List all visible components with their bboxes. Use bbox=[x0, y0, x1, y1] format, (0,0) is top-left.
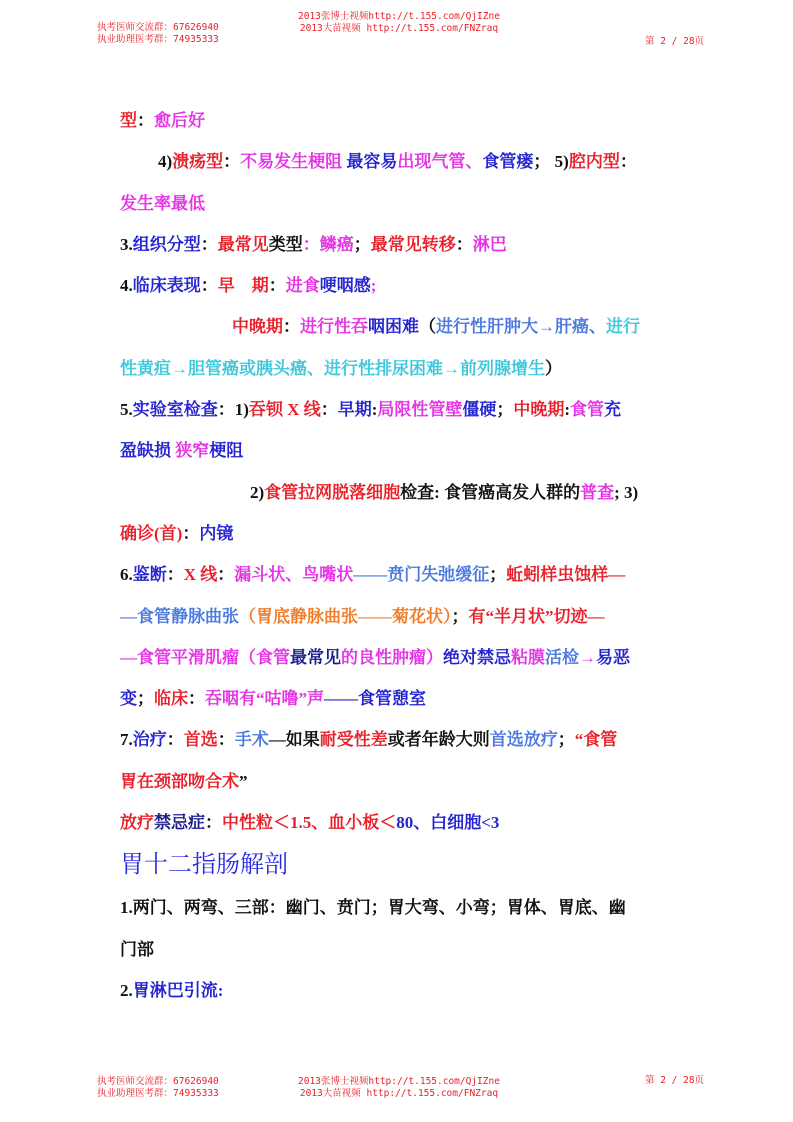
text-span: 型 bbox=[120, 111, 137, 130]
text-line bbox=[120, 141, 680, 182]
text-span: 首选放疗 bbox=[489, 730, 558, 750]
text-span: 鳞癌 bbox=[319, 234, 354, 254]
text-span: 7. bbox=[120, 730, 133, 750]
text-span: 5) bbox=[554, 152, 569, 172]
text-line bbox=[120, 761, 680, 802]
text-line bbox=[120, 348, 680, 389]
text-span: ） bbox=[545, 358, 562, 378]
text-span: 吞咽有“咕噜”声 bbox=[205, 689, 324, 709]
text-span: 发生率最低 bbox=[120, 193, 205, 213]
text-span: 最容易 bbox=[346, 152, 398, 172]
text-span: 食管拉网脱落细胞 bbox=[264, 482, 401, 502]
text-span: 哽咽感 bbox=[319, 276, 371, 296]
text-span: 耐受性差 bbox=[319, 730, 388, 750]
text-span: 禁忌症 bbox=[154, 813, 205, 833]
text-span: ： bbox=[217, 730, 235, 750]
header-video-link-2[interactable]: 2013大苗视频 http://t.155.com/FNZraq bbox=[299, 23, 499, 34]
text-span: 胃淋巴引流 bbox=[132, 980, 218, 1000]
text-span: 普查 bbox=[580, 482, 615, 502]
text-span: 进食 bbox=[285, 276, 320, 296]
text-span: ； bbox=[137, 689, 154, 709]
text-span: 早期 bbox=[337, 400, 372, 420]
text-span: ： bbox=[320, 400, 338, 420]
text-span: 进行 bbox=[606, 317, 640, 337]
text-line bbox=[120, 224, 680, 265]
text-span: ； bbox=[353, 234, 371, 254]
text-line bbox=[120, 929, 680, 970]
text-span: 中性粒＜1.5、血小板＜ bbox=[222, 813, 397, 833]
footer-page-number: 第 2 / 28页 bbox=[645, 1075, 705, 1086]
header-group-info bbox=[97, 22, 219, 46]
text-span: 确诊(首) bbox=[120, 523, 183, 543]
header-video-links bbox=[298, 11, 500, 35]
text-span: ： bbox=[217, 400, 235, 420]
text-line bbox=[120, 306, 680, 347]
text-line bbox=[120, 100, 680, 141]
text-span: 内镜 bbox=[199, 523, 234, 543]
text-span: : bbox=[564, 400, 571, 420]
text-span: X 线 bbox=[183, 565, 218, 585]
text-span: ； bbox=[496, 400, 514, 420]
text-span: 中晚期 bbox=[232, 317, 283, 337]
text-span: 5. bbox=[120, 400, 133, 420]
text-span: 4. bbox=[120, 276, 133, 296]
text-line bbox=[120, 596, 680, 637]
text-span: 最常见 bbox=[290, 647, 341, 667]
text-span: 粘膜 bbox=[511, 647, 545, 667]
text-line bbox=[120, 554, 680, 595]
text-span: 溃疡型 bbox=[172, 152, 224, 172]
text-span: ： bbox=[166, 565, 184, 585]
text-span: 2) bbox=[250, 482, 265, 502]
header-video-link-1[interactable]: 2013张博士视频http://t.155.com/QjIZne bbox=[298, 11, 500, 22]
text-span: 有“半月状”切迹— bbox=[468, 606, 605, 626]
text-span: ： bbox=[455, 234, 473, 254]
text-span: —如果 bbox=[268, 730, 320, 750]
text-line bbox=[120, 265, 680, 306]
text-span: ； bbox=[557, 730, 575, 750]
text-span: 不易发生梗阻 bbox=[240, 152, 347, 172]
text-span: 淋巴 bbox=[472, 234, 507, 254]
text-span: 进行性吞 bbox=[300, 317, 368, 337]
text-span: 最常见 bbox=[217, 234, 269, 254]
text-span: 鉴断 bbox=[132, 565, 167, 585]
text-span: 或者年龄大则 bbox=[387, 730, 490, 750]
footer-group-info bbox=[97, 1076, 219, 1100]
text-span: 实验室检查 bbox=[132, 400, 218, 420]
text-span: : bbox=[371, 400, 378, 420]
text-span: 1.两门、两弯、三部：幽门、贲门；胃大弯、小弯；胃体、胃底、幽 bbox=[120, 898, 626, 918]
footer-video-links bbox=[298, 1076, 500, 1100]
text-line bbox=[120, 887, 680, 928]
text-line bbox=[120, 719, 680, 760]
footer-group-line-2: 执业助理医考群：74935333 bbox=[97, 1088, 219, 1099]
text-span: ： bbox=[188, 689, 205, 709]
text-span: ； bbox=[489, 565, 507, 585]
footer-video-link-2[interactable]: 2013大苗视频 http://t.155.com/FNZraq bbox=[299, 1088, 499, 1099]
text-span: ； bbox=[533, 152, 555, 172]
header-group-line-1: 执考医师交流群：67626940 bbox=[97, 22, 219, 33]
text-line bbox=[120, 472, 680, 513]
text-span: 胃在颈部吻合术 bbox=[120, 771, 239, 791]
text-line bbox=[120, 513, 680, 554]
text-span: 绝对禁忌 bbox=[443, 647, 511, 667]
text-span: ： bbox=[302, 234, 320, 254]
text-span: 6. bbox=[120, 565, 133, 585]
text-line bbox=[120, 637, 680, 678]
text-span: ： bbox=[268, 276, 286, 296]
text-span: → bbox=[579, 647, 596, 667]
text-span: 早 期 bbox=[217, 276, 269, 296]
text-line bbox=[120, 430, 680, 471]
text-span: （ bbox=[419, 317, 436, 337]
text-span: 临床 bbox=[154, 689, 188, 709]
text-span: 食管瘘 bbox=[482, 152, 534, 172]
text-span: 腔内型 bbox=[568, 152, 620, 172]
header-page-number: 第 2 / 28页 bbox=[645, 36, 705, 47]
text-span: ： bbox=[137, 111, 154, 130]
text-span: 手术 bbox=[234, 730, 269, 750]
esophageal-cancer-notes bbox=[120, 100, 680, 843]
header-group-line-2: 执业助理医考群：74935333 bbox=[97, 34, 219, 45]
text-span: 首选 bbox=[183, 730, 218, 750]
text-span: 局限性管壁 bbox=[377, 400, 463, 420]
text-span: 类型 bbox=[268, 234, 303, 254]
text-line bbox=[120, 183, 680, 224]
text-span: 1) bbox=[234, 400, 249, 420]
text-span: 临床表现 bbox=[132, 276, 201, 296]
text-span: 愈后好 bbox=[154, 111, 205, 130]
text-span: ; 3) bbox=[614, 482, 639, 502]
footer-video-link-1[interactable]: 2013张博士视频http://t.155.com/QjIZne bbox=[298, 1076, 500, 1087]
text-span: ——贲门失弛缓征 bbox=[353, 565, 490, 585]
document-body bbox=[120, 100, 680, 1011]
text-span: 80、白细胞<3 bbox=[396, 813, 500, 833]
text-span: ： bbox=[223, 152, 241, 172]
text-span: 治疗 bbox=[132, 730, 167, 750]
text-span: 变 bbox=[120, 689, 137, 709]
text-span: ： bbox=[200, 276, 218, 296]
text-span: 狭窄 bbox=[175, 441, 210, 461]
text-span: ——食管憩室 bbox=[324, 689, 426, 709]
text-span: 的良性肿瘤） bbox=[341, 647, 443, 667]
text-line bbox=[120, 678, 680, 719]
text-span: 活检 bbox=[545, 647, 579, 667]
text-line bbox=[120, 389, 680, 430]
text-span: 3. bbox=[120, 234, 133, 254]
text-span: 易恶 bbox=[596, 647, 630, 667]
stomach-duodenum-notes bbox=[120, 887, 680, 1011]
text-span: 僵硬 bbox=[462, 400, 497, 420]
text-span: 蚯蚓样虫蚀样— bbox=[506, 565, 626, 585]
text-span: 2. bbox=[120, 980, 133, 1000]
text-span: ： bbox=[200, 234, 218, 254]
text-span: 最常见转移 bbox=[370, 234, 456, 254]
text-span: —食管静脉曲张 bbox=[120, 606, 239, 626]
text-span: 组织分型 bbox=[132, 234, 201, 254]
text-span: 充 bbox=[604, 400, 622, 420]
text-span: 放疗 bbox=[120, 813, 154, 833]
text-line bbox=[120, 970, 680, 1011]
text-span: 检查: 食管癌高发人群的 bbox=[400, 482, 581, 502]
text-span: 门部 bbox=[120, 939, 154, 959]
text-span: 吞钡 X 线 bbox=[248, 400, 321, 420]
text-span: 4) bbox=[158, 152, 173, 172]
text-span: ： bbox=[619, 152, 637, 172]
text-span: ： bbox=[166, 730, 184, 750]
text-span: ； bbox=[451, 606, 469, 626]
section-heading: 胃十二指肠解剖 bbox=[120, 852, 288, 879]
footer-group-line-1: 执考医师交流群：67626940 bbox=[97, 1076, 219, 1087]
text-span: ; bbox=[370, 276, 377, 296]
text-span: 出现气管、 bbox=[397, 152, 483, 172]
text-span: “食管 bbox=[574, 730, 618, 750]
text-span: ” bbox=[239, 771, 248, 791]
text-span: 盈缺损 bbox=[120, 441, 176, 461]
text-span: 食管 bbox=[570, 400, 605, 420]
text-span: ： bbox=[205, 813, 222, 833]
text-span: : bbox=[217, 980, 224, 1000]
text-span: ： bbox=[182, 523, 200, 543]
text-span: 咽困难 bbox=[368, 317, 419, 337]
text-span: 中晚期 bbox=[513, 400, 565, 420]
text-span: 漏斗状、鸟嘴状 bbox=[234, 565, 354, 585]
text-span: —食管平滑肌瘤（食管 bbox=[120, 647, 290, 667]
text-span: ： bbox=[217, 565, 235, 585]
text-span: 进行性肝肿大→肝癌、 bbox=[436, 317, 606, 337]
text-line bbox=[120, 802, 680, 843]
text-span: 梗阻 bbox=[209, 441, 244, 461]
text-span: 性黄疸→胆管癌或胰头癌、进行性排尿困难→前列腺增生 bbox=[120, 358, 545, 378]
text-span: ： bbox=[283, 317, 300, 337]
text-span: （胃底静脉曲张——菊花状） bbox=[239, 606, 452, 626]
